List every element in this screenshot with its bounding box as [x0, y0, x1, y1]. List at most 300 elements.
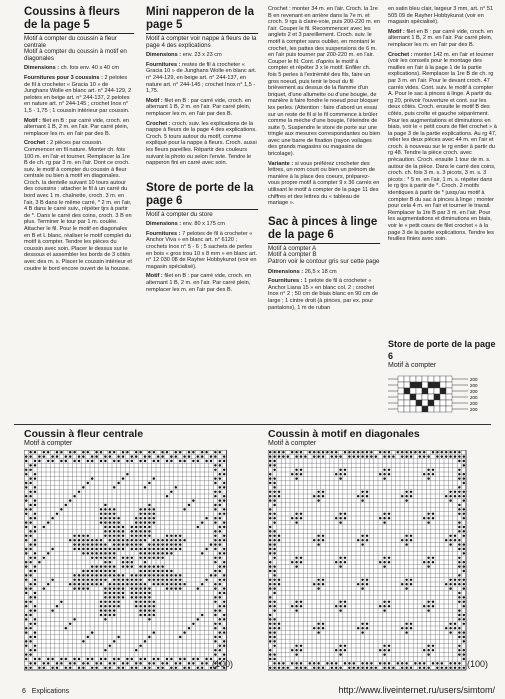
filled-cell — [201, 614, 203, 616]
filled-cell — [34, 552, 36, 554]
filled-cell — [223, 499, 225, 501]
filled-cell — [87, 636, 89, 638]
filled-cell — [109, 557, 111, 559]
text: monter 142 m. en l'air et tourner (voir les conseils pour le montage des mailles en l'air à la page 1 de la partie explications). Remplacer la 1re B de ch. rg par 3 m. en l'air. Pour le devant croch. 47 carrés vides. Cont. suiv. le motif à compter A. Pour le sac à pinces à linge. A partir du rg 20, prévoir l'ouverture et cont. sur les deux côtés. Croch. ensuite le motif B des côtés, puis croîte et gauche séparément. Pour les augmentations et diminutions en biais, voir le « petit cours de filet crochet » à la page 3 de la partie explications. Au rg 47, relier les deux pièces avec 44 m. en l'air et croch. à nouveau sur le rg entier à partir du rg 48. Tendre la pièce croch. avec précaution. Croch. ensuite 1 tour de m. s. autour de la pièce. Dans le carré des coins, croch. ch. fois 3 m. s. 3 picots, 3 m. s. 3 picots : * 5 m. en l'air, 1 m. s. répéter dans le rg tjrs à partir de *. Croch. 2 motifs identiques à partir de * jusqu'au motif à compter B du sac à pinces à linge ; monter pour cela 4 m. en l'air et tourner le travail. Remplacer la 1re B par 3 m. en l'air. Pour les augmentations et diminutions en biais, voir le « petit cours de filet crochet » à la page 3 de la partie explications. Tendre les feuilles finies avec soin. — [388, 51, 497, 243]
filled-cell — [219, 552, 221, 554]
filled-cell — [405, 667, 407, 669]
filled-cell — [463, 548, 465, 550]
filled-cell — [166, 552, 168, 554]
filled-cell — [295, 451, 297, 453]
filled-cell — [144, 658, 146, 660]
filled-cell — [157, 557, 159, 559]
filled-cell — [126, 451, 128, 453]
filled-cell — [95, 451, 97, 453]
filled-cell — [223, 535, 225, 537]
filled-cell — [273, 579, 275, 581]
filled-cell — [214, 451, 216, 453]
filled-cell — [458, 614, 460, 616]
fournitures-para — [24, 75, 134, 115]
section-subtitle: Motif à compter du coussin à fleur centrale Motif à compter du coussin à motif en diagonales — [24, 35, 127, 62]
filled-cell — [405, 631, 407, 633]
store-row-label: 200 — [470, 377, 478, 382]
filled-cell — [405, 662, 407, 664]
filled-cell — [432, 451, 434, 453]
filled-cell — [87, 587, 89, 589]
filled-cell — [291, 451, 293, 453]
filled-cell — [188, 455, 190, 457]
filled-cell — [153, 605, 155, 607]
filled-cell — [135, 543, 137, 545]
filled-cell — [82, 587, 84, 589]
label: Dimensions : — [146, 52, 182, 59]
filled-cell — [269, 552, 271, 554]
filled-cell — [291, 605, 293, 607]
filled-cell — [34, 649, 36, 651]
filled-cell — [401, 627, 403, 629]
filled-cell — [269, 491, 271, 493]
store-row-label: 200 — [470, 401, 478, 406]
filled-cell — [139, 451, 141, 453]
filled-cell — [383, 455, 385, 457]
filled-cell — [273, 543, 275, 545]
filled-cell — [449, 627, 451, 629]
filled-cell — [214, 517, 216, 519]
filled-cell — [401, 455, 403, 457]
filled-cell — [117, 455, 119, 457]
filled-cell — [153, 460, 155, 462]
filled-cell — [100, 662, 102, 664]
store-cell — [416, 376, 422, 382]
filled-cell — [219, 499, 221, 501]
filled-cell — [214, 539, 216, 541]
filled-cell — [458, 530, 460, 532]
filled-cell — [353, 662, 355, 664]
filled-cell — [25, 658, 27, 660]
filled-cell — [454, 667, 456, 669]
filled-cell — [157, 552, 159, 554]
filled-cell — [161, 667, 163, 669]
filled-cell — [269, 513, 271, 515]
filled-cell — [29, 508, 31, 510]
filled-cell — [73, 574, 75, 576]
filled-cell — [126, 543, 128, 545]
filled-cell — [109, 451, 111, 453]
filled-cell — [269, 517, 271, 519]
filled-cell — [34, 579, 36, 581]
filled-cell — [170, 535, 172, 537]
filled-cell — [100, 460, 102, 462]
filled-cell — [43, 526, 45, 528]
filled-cell — [34, 605, 36, 607]
filled-cell — [126, 473, 128, 475]
filled-cell — [405, 535, 407, 537]
filled-cell — [458, 548, 460, 550]
filled-cell — [29, 561, 31, 563]
filled-cell — [313, 539, 315, 541]
grid-title: Coussin à fleur centrale — [24, 428, 144, 440]
filled-cell — [322, 451, 324, 453]
text: filet en B : par carré vide, croch. en alternant 1 B, 2 m. en l'air. Par carré plein, remplacer les m. en l'air par des B. — [24, 117, 130, 137]
label: Fournitures : — [146, 230, 181, 237]
filled-cell — [463, 499, 465, 501]
filled-cell — [153, 477, 155, 479]
filled-cell — [175, 583, 177, 585]
filled-cell — [458, 460, 460, 462]
filled-cell — [126, 662, 128, 664]
filled-cell — [135, 592, 137, 594]
filled-cell — [223, 508, 225, 510]
filled-cell — [313, 495, 315, 497]
filled-cell — [427, 513, 429, 515]
filled-cell — [34, 477, 36, 479]
filled-cell — [458, 592, 460, 594]
filled-cell — [269, 587, 271, 589]
filled-cell — [175, 451, 177, 453]
filled-cell — [375, 667, 377, 669]
filled-cell — [370, 667, 372, 669]
filled-cell — [25, 667, 27, 669]
filled-cell — [278, 491, 280, 493]
filled-cell — [405, 539, 407, 541]
filled-cell — [269, 473, 271, 475]
filled-cell — [219, 451, 221, 453]
filled-cell — [269, 618, 271, 620]
filled-cell — [135, 539, 137, 541]
filled-cell — [188, 504, 190, 506]
filled-cell — [60, 658, 62, 660]
filled-cell — [60, 662, 62, 664]
filled-cell — [56, 662, 58, 664]
filled-cell — [148, 579, 150, 581]
filled-cell — [29, 627, 31, 629]
label: Dimensions : — [24, 65, 60, 72]
filled-cell — [269, 460, 271, 462]
filled-cell — [47, 658, 49, 660]
filled-cell — [278, 662, 280, 664]
filled-cell — [170, 667, 172, 669]
filled-cell — [278, 627, 280, 629]
filled-cell — [317, 455, 319, 457]
filled-cell — [269, 477, 271, 479]
filled-cell — [388, 605, 390, 607]
filled-cell — [449, 499, 451, 501]
filled-cell — [458, 574, 460, 576]
filled-cell — [73, 579, 75, 581]
filled-cell — [197, 658, 199, 660]
filled-cell — [388, 469, 390, 471]
filled-cell — [166, 574, 168, 576]
filled-cell — [317, 623, 319, 625]
page-number — [22, 688, 69, 695]
filled-cell — [56, 455, 58, 457]
filled-cell — [104, 649, 106, 651]
filled-cell — [366, 623, 368, 625]
filled-cell — [126, 557, 128, 559]
filled-cell — [170, 539, 172, 541]
filled-cell — [126, 565, 128, 567]
filled-cell — [201, 451, 203, 453]
filled-cell — [25, 535, 27, 537]
filled-cell — [109, 455, 111, 457]
filled-cell — [463, 587, 465, 589]
filled-cell — [269, 526, 271, 528]
filled-cell — [95, 667, 97, 669]
filled-cell — [273, 640, 275, 642]
motif-para — [24, 118, 134, 138]
filled-cell — [56, 513, 58, 515]
filled-cell — [34, 464, 36, 466]
filled-cell — [144, 601, 146, 603]
filled-cell — [205, 451, 207, 453]
filled-cell — [78, 491, 80, 493]
store-cell — [404, 406, 410, 412]
filled-cell — [148, 504, 150, 506]
filled-cell — [148, 552, 150, 554]
grid-block-2 — [268, 428, 468, 680]
filled-cell — [361, 535, 363, 537]
fournitures-para — [146, 62, 258, 95]
filled-cell — [273, 587, 275, 589]
filled-cell — [91, 570, 93, 572]
filled-cell — [29, 495, 31, 497]
filled-cell — [410, 623, 412, 625]
filled-cell — [175, 579, 177, 581]
filled-cell — [304, 667, 306, 669]
filled-cell — [427, 649, 429, 651]
filled-cell — [104, 543, 106, 545]
filled-cell — [122, 574, 124, 576]
filled-cell — [148, 667, 150, 669]
filled-cell — [300, 561, 302, 563]
filled-cell — [122, 667, 124, 669]
filled-cell — [423, 561, 425, 563]
filled-cell — [117, 605, 119, 607]
filled-cell — [427, 455, 429, 457]
filled-cell — [463, 640, 465, 642]
filled-cell — [322, 535, 324, 537]
filled-cell — [65, 658, 67, 660]
store-cell — [404, 394, 410, 400]
filled-cell — [51, 460, 53, 462]
filled-cell — [25, 548, 27, 550]
filled-cell — [78, 667, 80, 669]
filled-cell — [339, 513, 341, 515]
filled-cell — [25, 574, 27, 576]
filled-cell — [223, 455, 225, 457]
store-cell — [428, 406, 434, 412]
filled-cell — [463, 535, 465, 537]
filled-cell — [34, 451, 36, 453]
filled-cell — [104, 455, 106, 457]
filled-cell — [331, 451, 333, 453]
filled-cell — [423, 455, 425, 457]
filled-cell — [148, 570, 150, 572]
filled-cell — [148, 557, 150, 559]
filled-cell — [29, 455, 31, 457]
filled-cell — [91, 557, 93, 559]
store-cell — [428, 388, 434, 394]
filled-cell — [449, 535, 451, 537]
grid-marker: (100) — [467, 659, 489, 669]
filled-cell — [269, 565, 271, 567]
filled-cell — [113, 601, 115, 603]
filled-cell — [348, 451, 350, 453]
filled-cell — [179, 662, 181, 664]
filled-cell — [117, 539, 119, 541]
filled-cell — [210, 543, 212, 545]
col-sac-cont — [388, 6, 498, 246]
filled-cell — [60, 451, 62, 453]
filled-cell — [157, 565, 159, 567]
filled-cell — [317, 495, 319, 497]
filled-cell — [78, 539, 80, 541]
filled-cell — [410, 539, 412, 541]
filled-cell — [126, 561, 128, 563]
filled-cell — [361, 662, 363, 664]
filled-cell — [353, 455, 355, 457]
filled-cell — [144, 552, 146, 554]
filled-cell — [117, 592, 119, 594]
filled-cell — [139, 552, 141, 554]
filled-cell — [463, 552, 465, 554]
store-cell — [422, 406, 428, 412]
store-cell — [416, 394, 422, 400]
filled-cell — [34, 570, 36, 572]
filled-cell — [223, 526, 225, 528]
filled-cell — [331, 662, 333, 664]
filled-cell — [201, 583, 203, 585]
grid-title: Coussin à motif en diagonales — [268, 428, 420, 440]
filled-cell — [126, 579, 128, 581]
filled-cell — [131, 530, 133, 532]
filled-cell — [410, 491, 412, 493]
filled-cell — [25, 561, 27, 563]
filled-cell — [135, 535, 137, 537]
store-cell — [410, 388, 416, 394]
filled-cell — [269, 508, 271, 510]
filled-cell — [82, 548, 84, 550]
filled-cell — [25, 565, 27, 567]
text: filet en B : par carré vide, croch. en alternant 1 B, 2 m. en l'air. Par carré plein, remplacer les m. en l'air par des B. — [146, 97, 252, 117]
filled-cell — [29, 614, 31, 616]
filled-cell — [91, 455, 93, 457]
filled-cell — [339, 521, 341, 523]
filled-cell — [454, 539, 456, 541]
filled-cell — [73, 543, 75, 545]
filled-cell — [82, 535, 84, 537]
filled-cell — [179, 579, 181, 581]
filled-cell — [25, 486, 27, 488]
filled-cell — [25, 455, 27, 457]
filled-cell — [122, 455, 124, 457]
filled-cell — [441, 455, 443, 457]
filled-cell — [109, 535, 111, 537]
filled-cell — [179, 539, 181, 541]
filled-cell — [34, 631, 36, 633]
filled-cell — [223, 640, 225, 642]
filled-cell — [104, 574, 106, 576]
filled-cell — [322, 491, 324, 493]
store-cell — [446, 388, 452, 394]
filled-cell — [357, 583, 359, 585]
filled-cell — [339, 601, 341, 603]
filled-cell — [126, 460, 128, 462]
filled-cell — [269, 530, 271, 532]
filled-cell — [223, 521, 225, 523]
filled-cell — [454, 495, 456, 497]
filled-cell — [148, 609, 150, 611]
filled-cell — [113, 609, 115, 611]
filled-cell — [34, 491, 36, 493]
filled-cell — [410, 583, 412, 585]
filled-cell — [205, 517, 207, 519]
filled-cell — [122, 583, 124, 585]
filled-cell — [401, 662, 403, 664]
filled-cell — [273, 535, 275, 537]
store-row-label: 200 — [470, 395, 478, 400]
filled-cell — [432, 513, 434, 515]
filled-cell — [214, 574, 216, 576]
filled-cell — [463, 653, 465, 655]
filled-cell — [214, 504, 216, 506]
filled-cell — [100, 609, 102, 611]
filled-cell — [361, 495, 363, 497]
filled-cell — [344, 451, 346, 453]
filled-cell — [278, 455, 280, 457]
filled-cell — [78, 455, 80, 457]
filled-cell — [113, 513, 115, 515]
filled-cell — [219, 636, 221, 638]
store-cell — [404, 400, 410, 406]
filled-cell — [210, 455, 212, 457]
filled-cell — [278, 579, 280, 581]
filled-cell — [313, 583, 315, 585]
filled-cell — [135, 596, 137, 598]
filled-cell — [144, 596, 146, 598]
filled-cell — [25, 513, 27, 515]
filled-cell — [34, 596, 36, 598]
filled-cell — [100, 543, 102, 545]
filled-cell — [179, 583, 181, 585]
filled-cell — [29, 653, 31, 655]
filled-cell — [131, 667, 133, 669]
filled-cell — [317, 631, 319, 633]
filled-cell — [214, 535, 216, 537]
filled-cell — [458, 455, 460, 457]
filled-cell — [353, 667, 355, 669]
filled-cell — [91, 574, 93, 576]
filled-cell — [113, 508, 115, 510]
filled-cell — [401, 495, 403, 497]
filled-cell — [383, 645, 385, 647]
store-row-label: 200 — [470, 389, 478, 394]
filled-cell — [458, 645, 460, 647]
filled-cell — [153, 508, 155, 510]
store-cell — [428, 400, 434, 406]
filled-cell — [445, 627, 447, 629]
filled-cell — [73, 535, 75, 537]
filled-cell — [29, 640, 31, 642]
filled-cell — [463, 460, 465, 462]
filled-cell — [161, 583, 163, 585]
filled-cell — [122, 535, 124, 537]
filled-cell — [223, 473, 225, 475]
filled-cell — [131, 455, 133, 457]
filled-cell — [458, 579, 460, 581]
store-cell — [446, 400, 452, 406]
filled-cell — [223, 552, 225, 554]
store-cell — [410, 406, 416, 412]
